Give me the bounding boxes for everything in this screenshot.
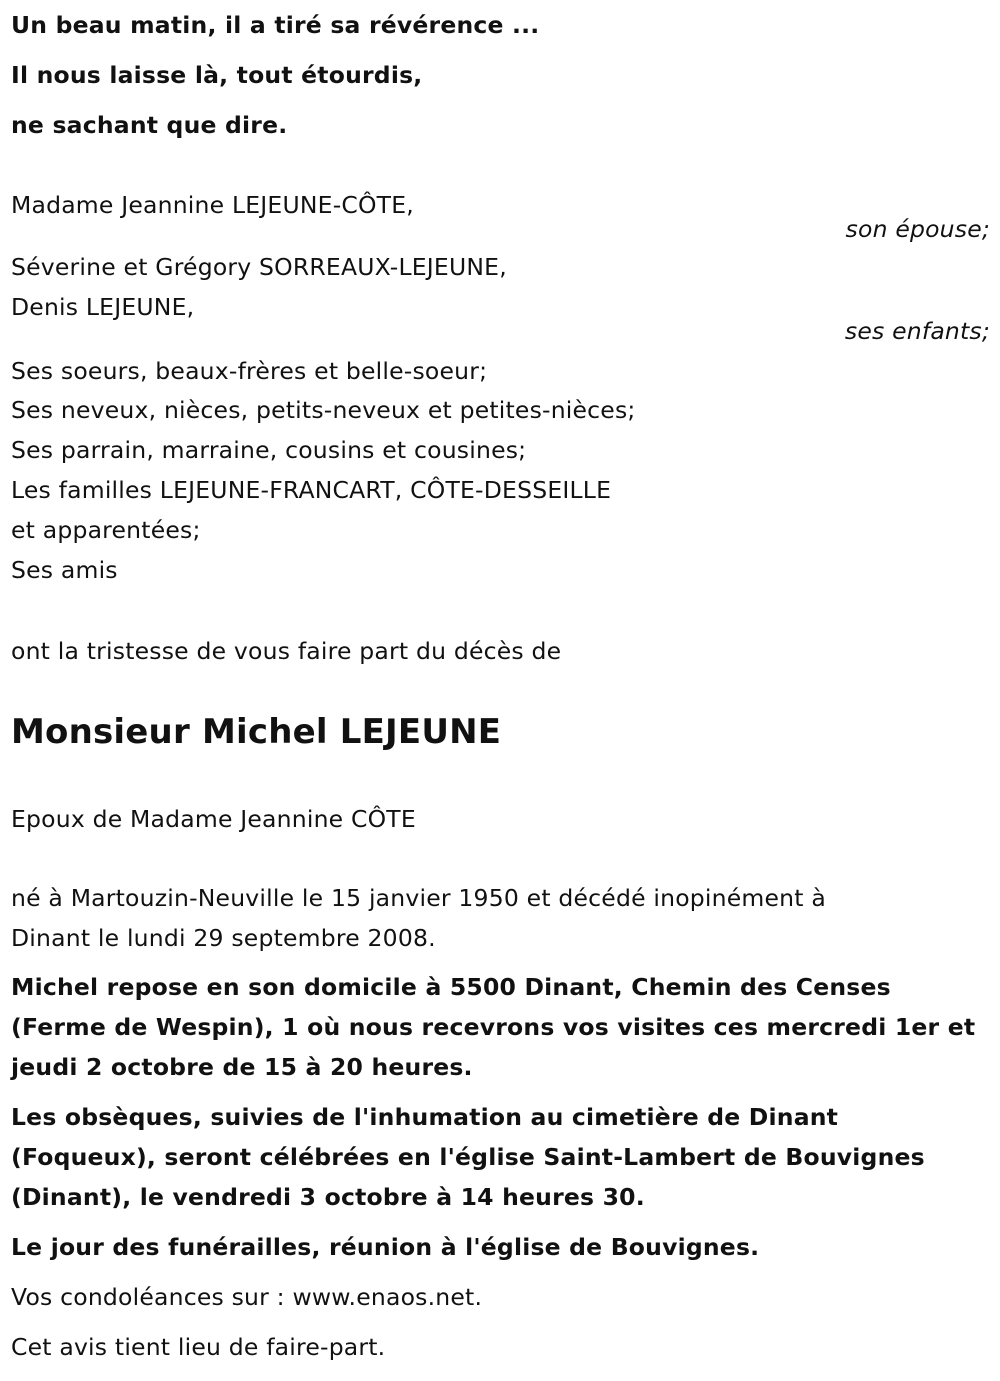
- relative-line: Les familles LEJEUNE-FRANCART, CÔTE-DESSEILLE: [11, 476, 612, 504]
- birth-death-line: Dinant le lundi 29 septembre 2008.: [11, 924, 436, 952]
- funeral-line: Les obsèques, suivies de l'inhumation au cimetière de Dinant: [11, 1103, 839, 1131]
- child-name: Séverine et Grégory SORREAUX-LEJEUNE,: [11, 253, 507, 281]
- intro-line: Un beau matin, il a tiré sa révérence ...: [11, 11, 540, 39]
- children-role: ses enfants;: [844, 317, 990, 345]
- visit-line: (Ferme de Wespin), 1 où nous recevrons vos visites ces mercredi 1er et: [11, 1013, 976, 1041]
- notice: Cet avis tient lieu de faire-part.: [11, 1333, 386, 1361]
- meeting-info: Le jour des funérailles, réunion à l'église de Bouvignes.: [11, 1233, 760, 1261]
- funeral-line: (Foqueux), seront célébrées en l'église Saint-Lambert de Bouvignes: [11, 1143, 925, 1171]
- funeral-line: (Dinant), le vendredi 3 octobre à 14 heures 30.: [11, 1183, 645, 1211]
- relative-line: Ses soeurs, beaux-frères et belle-soeur;: [11, 357, 488, 385]
- relative-line: et apparentées;: [11, 516, 201, 544]
- visit-line: jeudi 2 octobre de 15 à 20 heures.: [11, 1053, 473, 1081]
- intro-line: Il nous laisse là, tout étourdis,: [11, 61, 423, 89]
- relative-line: Ses parrain, marraine, cousins et cousines;: [11, 436, 527, 464]
- spouse-of: Epoux de Madame Jeannine CÔTE: [11, 805, 416, 833]
- spouse-name: Madame Jeannine LEJEUNE-CÔTE,: [11, 191, 414, 219]
- visit-line: Michel repose en son domicile à 5500 Dinant, Chemin des Censes: [11, 973, 891, 1001]
- relative-line: Ses neveux, nièces, petits-neveux et petites-nièces;: [11, 396, 636, 424]
- spouse-role: son épouse;: [845, 215, 990, 243]
- relative-line: Ses amis: [11, 556, 118, 584]
- child-name: Denis LEJEUNE,: [11, 293, 195, 321]
- announcement: ont la tristesse de vous faire part du décès de: [11, 637, 562, 665]
- deceased-name: Monsieur Michel LEJEUNE: [11, 712, 502, 752]
- condolences: Vos condoléances sur : www.enaos.net.: [11, 1283, 483, 1311]
- intro-line: ne sachant que dire.: [11, 111, 288, 139]
- birth-death-line: né à Martouzin-Neuville le 15 janvier 1950 et décédé inopinément à: [11, 884, 826, 912]
